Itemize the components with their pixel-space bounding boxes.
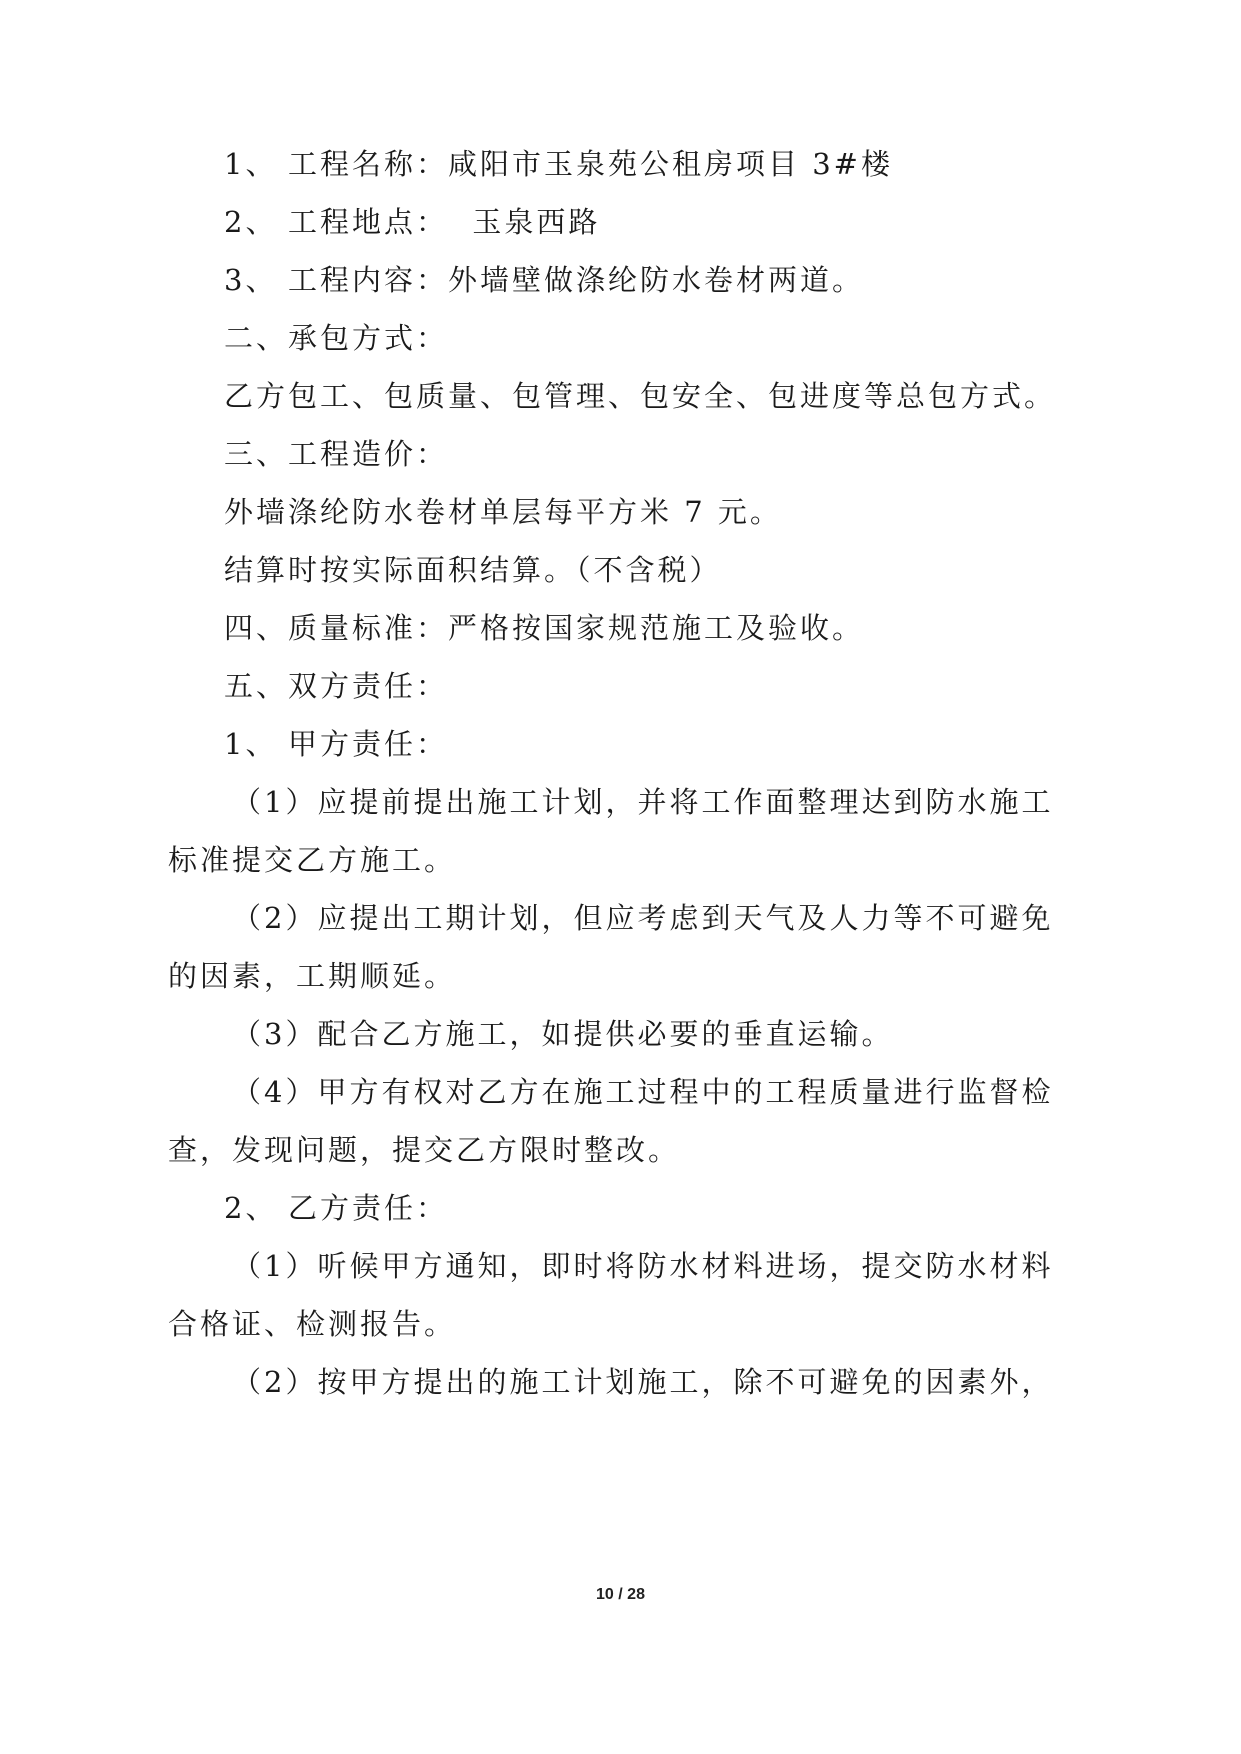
item-number: 2、 <box>224 205 278 239</box>
item-number: 3、 <box>224 263 278 297</box>
item-number: 1、 <box>224 147 278 181</box>
line-text: 工程内容：外墙壁做涤纶防水卷材两道。 <box>288 263 865 297</box>
paragraph-line: （2）按甲方提出的施工计划施工，除不可避免的因素外， <box>232 1365 1054 1399</box>
paragraph-line: （1）听候甲方通知，即时将防水材料进场，提交防水材料 <box>232 1249 1054 1283</box>
paragraph-line: 查，发现问题，提交乙方限时整改。 <box>168 1133 681 1167</box>
section-heading: 三、工程造价： <box>224 437 449 471</box>
section-heading: 五、双方责任： <box>224 669 449 703</box>
paragraph-line: （2）应提出工期计划，但应考虑到天气及人力等不可避免 <box>232 901 1054 935</box>
project-content-line <box>224 262 864 298</box>
line-text: 乙方责任： <box>288 1191 449 1225</box>
paragraph-line: 乙方包工、包质量、包管理、包安全、包进度等总包方式。 <box>224 379 1057 413</box>
subsection-heading <box>224 1190 448 1226</box>
project-name-line <box>224 146 893 182</box>
item-number: 1、 <box>224 727 278 761</box>
page-number: 10 / 28 <box>596 1586 645 1603</box>
line-text: 甲方责任： <box>288 727 449 761</box>
section-heading: 二、承包方式： <box>224 321 449 355</box>
paragraph-line: （1）应提前提出施工计划，并将工作面整理达到防水施工 <box>232 785 1054 819</box>
item-number: 2、 <box>224 1191 278 1225</box>
paragraph-line: 标准提交乙方施工。 <box>168 843 457 877</box>
subsection-heading <box>224 726 448 762</box>
paragraph-line: 结算时按实际面积结算。（不含税） <box>224 553 722 587</box>
paragraph-line: 外墙涤纶防水卷材单层每平方米 7 元。 <box>224 495 782 529</box>
paragraph-line: 合格证、检测报告。 <box>168 1307 457 1341</box>
paragraph-line: （3）配合乙方施工，如提供必要的垂直运输。 <box>232 1017 894 1051</box>
line-text: 工程地点： 玉泉西路 <box>288 205 601 239</box>
section-heading: 四、质量标准：严格按国家规范施工及验收。 <box>224 611 865 645</box>
paragraph-line: 的因素，工期顺延。 <box>168 959 457 993</box>
paragraph-line: （4）甲方有权对乙方在施工过程中的工程质量进行监督检 <box>232 1075 1054 1109</box>
line-text: 工程名称：咸阳市玉泉苑公租房项目 3#楼 <box>288 147 893 181</box>
project-location-line <box>224 204 600 240</box>
